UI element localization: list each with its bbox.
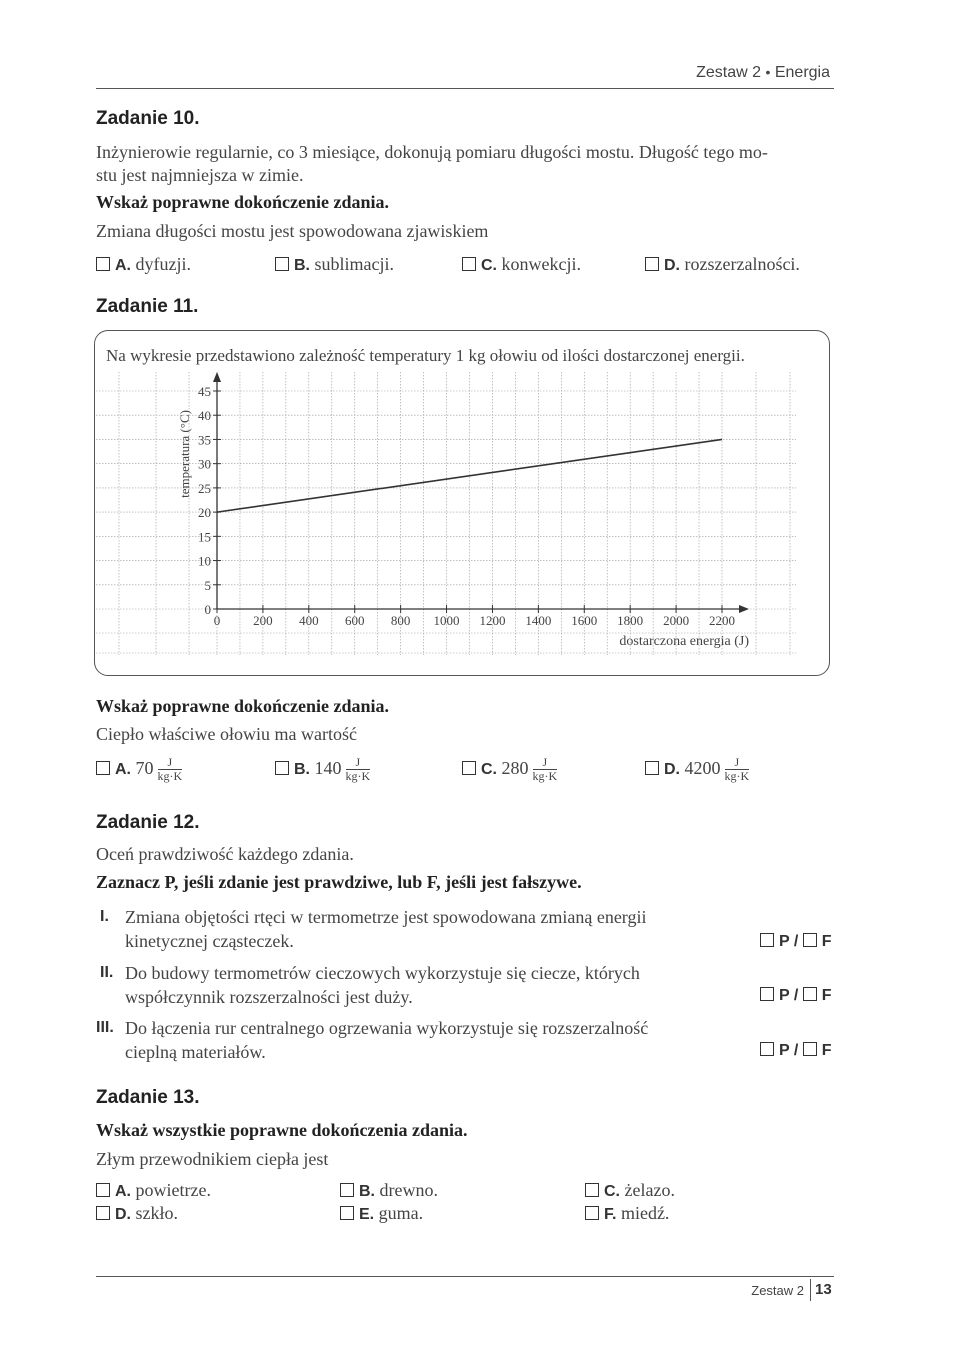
x-tick-label: 1000 [433, 613, 460, 628]
x-tick-label: 200 [253, 613, 273, 628]
task13-heading: Zadanie 13. [96, 1087, 200, 1108]
option-value: 4200 [684, 758, 721, 778]
option-letter: A. [115, 257, 131, 274]
task10-option-b[interactable] [275, 252, 394, 278]
unit-denominator: kg·K [157, 769, 183, 784]
label-false: F [821, 987, 832, 1004]
option-letter: A. [115, 1183, 131, 1200]
x-tick-label: 400 [299, 613, 319, 628]
y-tick-label: 30 [198, 456, 211, 472]
task11-option-d[interactable] [645, 756, 749, 783]
task11-heading: Zadanie 11. [96, 296, 199, 317]
task12-heading: Zadanie 12. [96, 812, 200, 833]
option-letter: B. [294, 761, 310, 778]
option-value: 70 [135, 758, 154, 778]
task11-option-c[interactable] [462, 756, 557, 783]
checkbox-true[interactable] [760, 1042, 774, 1056]
option-letter: F. [604, 1206, 617, 1223]
option-letter: C. [481, 761, 497, 778]
option-letter: A. [115, 761, 131, 778]
task10-intro-line2: stu jest najmniejsza w zimie. [96, 165, 304, 185]
statement-line1: Do łączenia rur centralnego ogrzewania wykorzystuje się rozszerzalność [125, 1018, 649, 1038]
task13-option-f[interactable] [585, 1201, 669, 1227]
x-tick-label: 800 [390, 613, 411, 628]
y-tick-label: 40 [198, 408, 211, 424]
task11-instruction: Wskaż poprawne dokończenie zdania. [96, 696, 390, 716]
option-text: żelazo. [624, 1180, 675, 1200]
option-text: dyfuzji. [135, 254, 191, 274]
task11-stem: Ciepło właściwe ołowiu ma wartość [96, 724, 357, 744]
unit-numerator: J [346, 756, 371, 770]
option-letter: C. [604, 1183, 620, 1200]
statement-1 [96, 905, 834, 955]
label-true: P [779, 1042, 790, 1059]
checkbox[interactable] [96, 1206, 110, 1220]
task10-option-d[interactable] [645, 252, 800, 278]
header-bullet: • [765, 64, 771, 80]
option-letter: D. [664, 257, 680, 274]
checkbox-false[interactable] [803, 1042, 817, 1056]
chart-axes [213, 372, 749, 613]
x-axis-arrow [739, 605, 749, 613]
unit-fraction [533, 756, 558, 783]
unit-fraction [725, 756, 750, 783]
true-false-choice[interactable] [760, 933, 832, 951]
statement-line1: Do budowy termometrów cieczowych wykorzystuje się ciecze, których [125, 963, 640, 983]
statement-number: I. [100, 908, 109, 925]
y-tick-label: 10 [198, 553, 211, 569]
checkbox[interactable] [275, 257, 289, 271]
x-tick-label: 1800 [617, 613, 644, 628]
page-number: 13 [815, 1281, 832, 1298]
checkbox[interactable] [340, 1183, 354, 1197]
unit-denominator: kg·K [724, 769, 750, 784]
option-text: guma. [378, 1203, 424, 1223]
footer-rule [96, 1276, 834, 1277]
separator: / [793, 1042, 799, 1059]
checkbox-true[interactable] [760, 933, 774, 947]
unit-numerator: J [158, 756, 183, 770]
option-text: powietrze. [135, 1180, 211, 1200]
task12-instruction2: Zaznacz P, jeśli zdanie jest prawdziwe, lub F, jeśli jest fałszywe. [96, 872, 582, 892]
option-text: rozszerzalności. [684, 254, 800, 274]
task10-stem: Zmiana długości mostu jest spowodowana zjawiskiem [96, 221, 489, 241]
unit-numerator: J [725, 756, 750, 770]
task10-option-a[interactable] [96, 252, 191, 278]
option-text: drewno. [379, 1180, 438, 1200]
header-title: Zestaw 2 [696, 64, 762, 81]
unit-denominator: kg·K [345, 769, 371, 784]
checkbox[interactable] [340, 1206, 354, 1220]
task10-instruction: Wskaż poprawne dokończenie zdania. [96, 192, 390, 212]
task11-option-b[interactable] [275, 756, 370, 783]
checkbox-false[interactable] [803, 933, 817, 947]
x-tick-label: 1600 [571, 613, 598, 628]
task13-stem: Złym przewodnikiem ciepła jest [96, 1149, 329, 1169]
header-rule [96, 88, 834, 89]
checkbox[interactable] [96, 1183, 110, 1197]
statement-2 [96, 961, 834, 1011]
option-value: 280 [501, 758, 529, 778]
unit-denominator: kg·K [532, 769, 558, 784]
y-tick-label: 35 [198, 432, 211, 448]
label-true: P [779, 933, 790, 950]
option-letter: E. [359, 1206, 375, 1223]
statement-number: II. [100, 964, 114, 981]
option-text: miedź. [620, 1203, 670, 1223]
task12-instruction1: Oceń prawdziwość każdego zdania. [96, 844, 354, 864]
checkbox[interactable] [462, 257, 476, 271]
y-axis-arrow [213, 372, 221, 382]
option-value: 140 [314, 758, 342, 778]
footer-label: Zestaw 2 [751, 1283, 804, 1298]
x-tick-label: 2200 [709, 613, 735, 628]
statement-number: III. [96, 1019, 114, 1036]
task13-option-e[interactable] [340, 1201, 423, 1227]
checkbox[interactable] [96, 257, 110, 271]
x-tick-label: 1200 [479, 613, 506, 628]
checkbox[interactable] [645, 257, 659, 271]
label-true: P [779, 987, 790, 1004]
x-tick-label: 2000 [663, 613, 690, 628]
option-letter: B. [294, 257, 310, 274]
task10-option-c[interactable] [462, 252, 581, 278]
true-false-choice[interactable] [760, 1042, 832, 1060]
checkbox[interactable] [585, 1183, 599, 1197]
checkbox-false[interactable] [803, 987, 817, 1001]
unit-fraction [346, 756, 371, 783]
unit-numerator: J [533, 756, 558, 770]
option-letter: C. [481, 257, 497, 274]
y-tick-label: 45 [198, 384, 211, 399]
task11-option-a[interactable] [96, 756, 182, 783]
checkbox[interactable] [645, 761, 659, 775]
option-letter: B. [359, 1183, 375, 1200]
statement-line2: kinetycznej cząsteczek. [125, 931, 294, 951]
x-tick-label: 0 [213, 613, 221, 628]
task10-intro-line1: Inżynierowie regularnie, co 3 miesiące, dokonują pomiaru długości mostu. Długość tego mo- [96, 142, 768, 162]
separator: / [793, 933, 799, 950]
running-header [600, 64, 830, 82]
task10-heading: Zadanie 10. [96, 108, 200, 129]
option-letter: D. [115, 1206, 131, 1223]
option-text: szkło. [135, 1203, 178, 1223]
checkbox[interactable] [585, 1206, 599, 1220]
x-tick-label: 1400 [525, 613, 552, 628]
y-tick-label: 20 [198, 505, 211, 521]
label-false: F [821, 1042, 832, 1059]
statement-line2: cieplną materiałów. [125, 1042, 266, 1062]
checkbox-true[interactable] [760, 987, 774, 1001]
checkbox[interactable] [96, 761, 110, 775]
checkbox[interactable] [462, 761, 476, 775]
y-axis-label: temperatura (°C) [177, 410, 192, 498]
y-tick-label: 25 [198, 480, 211, 496]
x-axis-label: dostarczona energia (J) [619, 634, 749, 649]
statement-line2: współczynnik rozszerzalności jest duży. [125, 987, 413, 1007]
y-tick-label: 0 [204, 602, 211, 617]
y-tick-label: 5 [204, 577, 211, 593]
x-tick-label: 600 [344, 613, 365, 628]
option-text: sublimacji. [314, 254, 394, 274]
statement-line1: Zmiana objętości rtęci w termometrze jest spowodowana zmianą energii [125, 907, 647, 927]
label-false: F [821, 933, 832, 950]
checkbox[interactable] [275, 761, 289, 775]
true-false-choice[interactable] [760, 987, 832, 1005]
separator: / [793, 987, 799, 1004]
header-subtitle: Energia [774, 64, 830, 81]
option-text: konwekcji. [501, 254, 581, 274]
footer-divider [810, 1279, 811, 1301]
task13-instruction: Wskaż wszystkie poprawne dokończenia zdania. [96, 1120, 468, 1140]
y-tick-label: 15 [198, 529, 211, 545]
task13-option-d[interactable] [96, 1201, 178, 1227]
chart-caption: Na wykresie przedstawiono zależność temperatury 1 kg ołowiu od ilości dostarczonej energii. [106, 346, 745, 365]
statement-3 [96, 1016, 834, 1066]
option-letter: D. [664, 761, 680, 778]
unit-fraction [158, 756, 183, 783]
chart [96, 370, 826, 670]
